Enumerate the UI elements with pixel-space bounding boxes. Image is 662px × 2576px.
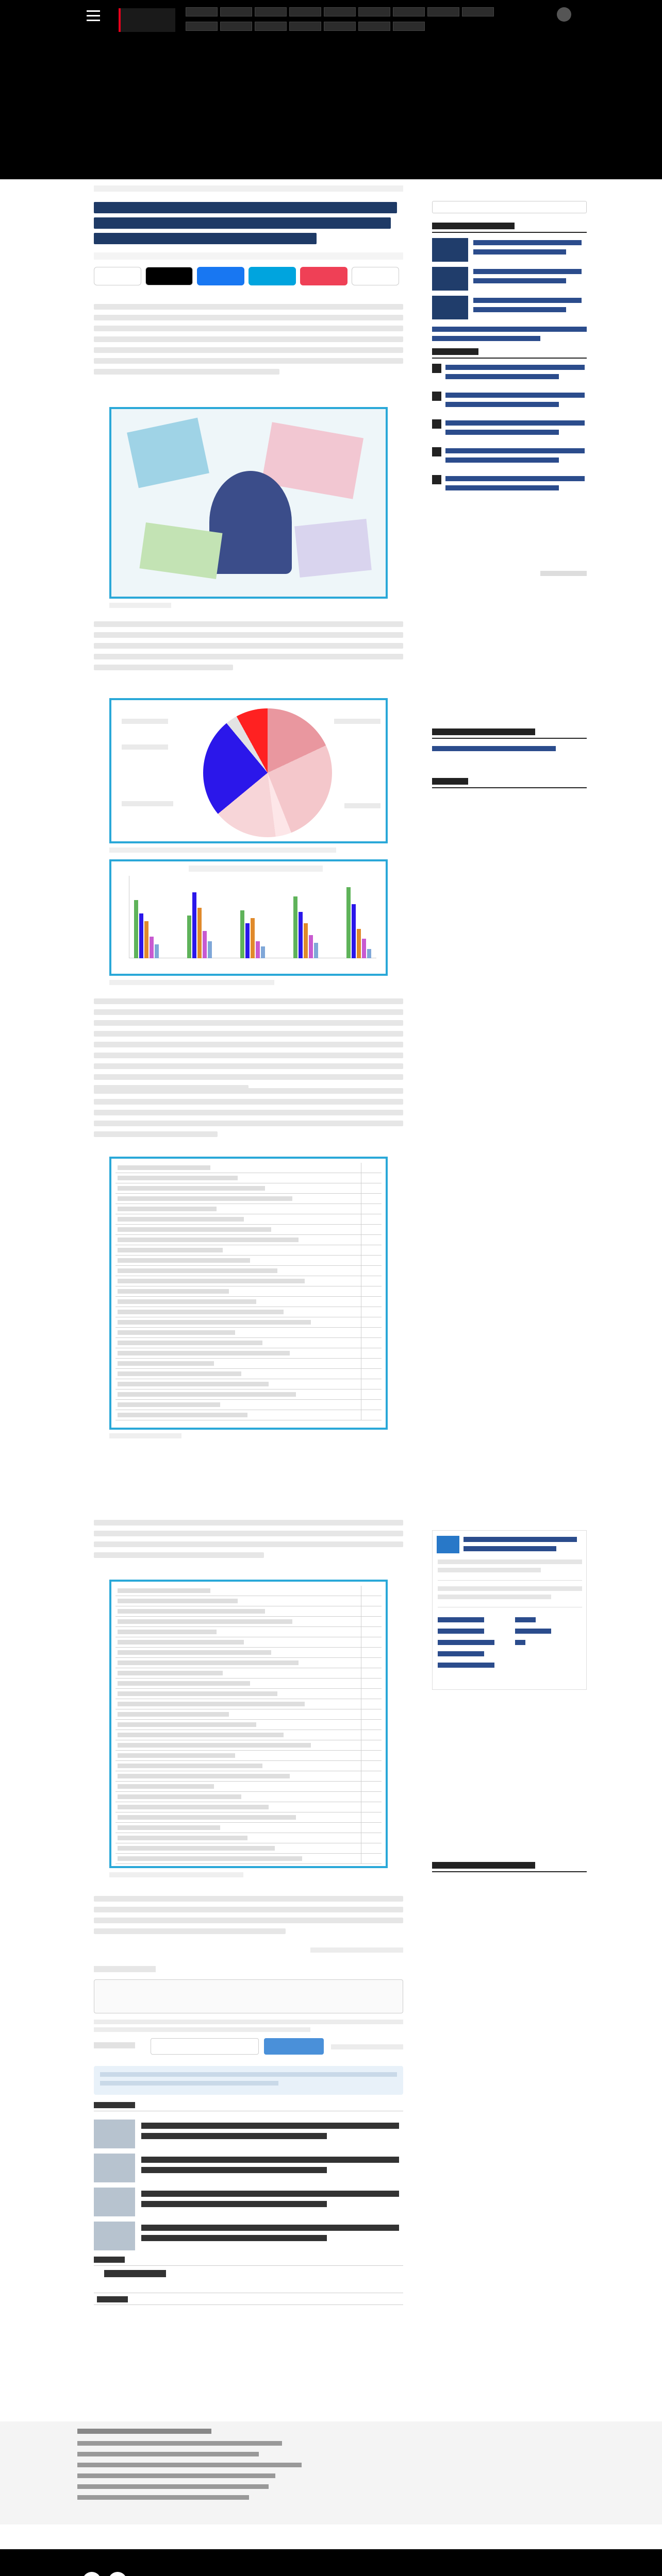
bar xyxy=(245,923,250,958)
comment-note xyxy=(94,2020,403,2034)
table-row xyxy=(115,1400,382,1410)
facebook-icon[interactable] xyxy=(108,2572,127,2576)
press-link[interactable] xyxy=(104,2270,166,2277)
ranking-item[interactable] xyxy=(432,475,587,500)
print-button[interactable] xyxy=(94,267,141,285)
mail-icon xyxy=(437,1536,459,1553)
bar xyxy=(155,944,159,958)
comment-input[interactable] xyxy=(94,1979,403,2013)
figure-caption xyxy=(109,980,274,985)
hamburger-menu-icon[interactable] xyxy=(87,10,100,22)
table-row xyxy=(115,1658,382,1668)
mail-heading xyxy=(464,1537,577,1542)
sidebar-item[interactable] xyxy=(432,267,587,293)
article xyxy=(94,180,403,2329)
table-row xyxy=(115,1802,382,1812)
pr-link[interactable] xyxy=(77,2495,249,2500)
nav-item[interactable] xyxy=(255,22,287,31)
share-facebook-button[interactable] xyxy=(197,267,244,285)
pie-label xyxy=(334,719,380,724)
bar xyxy=(261,946,265,958)
x-link[interactable] xyxy=(515,1640,525,1645)
related-item[interactable] xyxy=(94,2222,403,2252)
nav-item[interactable] xyxy=(427,7,459,16)
ad-banner[interactable] xyxy=(0,40,662,179)
table-row xyxy=(115,1256,382,1266)
chart-legend xyxy=(189,866,323,872)
pr-heading xyxy=(77,2429,211,2434)
chart-bars xyxy=(134,876,371,958)
x-icon[interactable] xyxy=(82,2572,101,2576)
nav-item[interactable] xyxy=(220,7,252,16)
nav-item[interactable] xyxy=(462,7,494,16)
nav-item[interactable] xyxy=(393,22,425,31)
sidebar-item[interactable] xyxy=(432,238,587,264)
pie-chart-slices xyxy=(203,708,332,837)
bar xyxy=(192,892,196,958)
ranking-item[interactable] xyxy=(432,447,587,472)
mail-option[interactable] xyxy=(438,1651,484,1656)
powered-by[interactable] xyxy=(331,2044,403,2049)
table-row xyxy=(115,1812,382,1823)
nav-item[interactable] xyxy=(186,22,218,31)
pie-chart xyxy=(109,698,388,843)
table-row xyxy=(115,1627,382,1637)
related-item[interactable] xyxy=(94,2120,403,2150)
table-caption xyxy=(109,1872,243,1877)
table-row xyxy=(115,1792,382,1802)
ranking-item[interactable] xyxy=(432,364,587,388)
table-row xyxy=(115,1751,382,1761)
copyright xyxy=(310,1947,403,1953)
pie-label xyxy=(344,803,380,808)
bar xyxy=(346,887,351,958)
table-row xyxy=(115,1823,382,1833)
bar-group xyxy=(240,910,265,958)
facebook-link[interactable] xyxy=(515,1629,551,1634)
table-row xyxy=(115,1730,382,1740)
table-row xyxy=(115,1359,382,1369)
table-caption xyxy=(109,1433,181,1438)
table-row xyxy=(115,1720,382,1730)
illustration-image xyxy=(109,407,388,599)
nav-item[interactable] xyxy=(358,7,390,16)
share-pocket-button[interactable] xyxy=(300,267,347,285)
pr-links-box xyxy=(0,2421,662,2524)
pr-link[interactable] xyxy=(77,2473,275,2478)
table-row xyxy=(115,1225,382,1235)
table-row xyxy=(115,1833,382,1843)
nav-item[interactable] xyxy=(289,22,321,31)
top-nav xyxy=(186,7,526,33)
table-row xyxy=(115,1637,382,1648)
bar xyxy=(251,918,255,958)
site-logo[interactable] xyxy=(119,8,175,32)
related-heading xyxy=(94,2102,403,2111)
page-title xyxy=(94,202,403,248)
table-row xyxy=(115,1782,382,1792)
nav-item[interactable] xyxy=(393,7,425,16)
table-row xyxy=(115,1266,382,1276)
bar xyxy=(309,935,313,958)
article-paragraph xyxy=(94,1520,403,1563)
data-table xyxy=(109,1157,388,1430)
nav-item[interactable] xyxy=(186,7,218,16)
bar xyxy=(197,908,202,958)
article-paragraph xyxy=(94,998,403,1096)
table-row xyxy=(115,1843,382,1854)
bar xyxy=(203,931,207,958)
mail-option[interactable] xyxy=(438,1640,494,1645)
special-heading[interactable] xyxy=(94,2293,403,2305)
table-row xyxy=(115,1771,382,1782)
article-paragraph xyxy=(94,1896,403,1939)
comments-heading xyxy=(94,1966,156,1972)
submit-comment-button[interactable] xyxy=(264,2038,324,2055)
nav-item[interactable] xyxy=(220,22,252,31)
bar xyxy=(362,939,366,958)
bar-chart xyxy=(109,859,388,976)
bar xyxy=(367,949,371,958)
table-row xyxy=(115,1214,382,1225)
table-row xyxy=(115,1586,382,1596)
bar xyxy=(144,921,148,958)
article-paragraph xyxy=(94,304,403,380)
table-row xyxy=(115,1740,382,1751)
bar xyxy=(150,937,154,958)
table-row xyxy=(115,1245,382,1256)
table-row xyxy=(115,1389,382,1400)
share-x-button[interactable] xyxy=(145,267,193,285)
login-icon[interactable] xyxy=(557,7,571,22)
bar-group xyxy=(293,896,318,958)
sidebar-item[interactable] xyxy=(432,296,587,321)
bar xyxy=(139,913,143,958)
pie-label xyxy=(122,744,168,750)
search-input[interactable] xyxy=(432,201,587,213)
nav-item[interactable] xyxy=(358,22,390,31)
table-row xyxy=(115,1328,382,1338)
pr-link[interactable] xyxy=(77,2484,269,2489)
figure-caption xyxy=(109,848,336,853)
pie-label xyxy=(122,719,168,724)
pr-link[interactable] xyxy=(77,2452,259,2456)
bar-group xyxy=(134,900,159,958)
table-row xyxy=(115,1596,382,1606)
pie-label xyxy=(122,801,173,806)
rss-link[interactable] xyxy=(515,1617,536,1622)
table-row xyxy=(115,1689,382,1699)
comment-form-row xyxy=(94,2038,403,2056)
nav-item[interactable] xyxy=(255,7,287,16)
table-row xyxy=(115,1338,382,1348)
press-heading xyxy=(94,2257,403,2266)
share-hatena-button[interactable] xyxy=(249,267,296,285)
sidebar-text-link[interactable] xyxy=(432,327,587,345)
nav-item[interactable] xyxy=(324,7,356,16)
mail-option[interactable] xyxy=(438,1663,494,1668)
bar xyxy=(256,941,260,958)
newsletter-box xyxy=(432,1530,587,1690)
table-row xyxy=(115,1369,382,1379)
bar xyxy=(357,929,361,958)
table-row xyxy=(115,1173,382,1183)
more-link[interactable] xyxy=(540,571,587,576)
related-item[interactable] xyxy=(94,2188,403,2218)
bar xyxy=(314,943,318,958)
ranking-item[interactable] xyxy=(432,419,587,444)
bar xyxy=(304,923,308,958)
bar xyxy=(293,896,297,958)
table-row xyxy=(115,1668,382,1679)
table-row xyxy=(115,1648,382,1658)
special-heading xyxy=(432,776,587,788)
table-row xyxy=(115,1204,382,1214)
table-row xyxy=(115,1854,382,1864)
notice-heading xyxy=(432,726,587,739)
bar xyxy=(240,910,244,958)
bar-group xyxy=(346,887,371,958)
sidebar xyxy=(432,201,587,2076)
bar xyxy=(187,916,191,958)
table-row xyxy=(115,1410,382,1420)
table-row xyxy=(115,1276,382,1286)
ranking-heading xyxy=(432,346,587,359)
name-input[interactable] xyxy=(151,2038,259,2055)
share-count-button[interactable] xyxy=(352,267,399,285)
bar xyxy=(134,900,138,958)
table-row xyxy=(115,1307,382,1317)
bar-group xyxy=(187,892,212,958)
table-row xyxy=(115,1183,382,1194)
table-row xyxy=(115,1606,382,1617)
figure-caption xyxy=(109,603,171,608)
mail-option[interactable] xyxy=(438,1629,484,1634)
share-bar xyxy=(94,267,399,287)
table-row xyxy=(115,1617,382,1627)
nav-item[interactable] xyxy=(324,22,356,31)
table-row xyxy=(115,1348,382,1359)
table-row xyxy=(115,1163,382,1173)
saas-heading xyxy=(432,221,587,233)
bar xyxy=(299,912,303,958)
article-paragraph xyxy=(94,1088,403,1142)
article-paragraph xyxy=(94,621,403,675)
mail-option[interactable] xyxy=(438,1617,484,1622)
table-row xyxy=(115,1317,382,1328)
article-meta xyxy=(94,252,403,260)
recommended-heading xyxy=(432,1860,587,1872)
table-row xyxy=(115,1709,382,1720)
table-row xyxy=(115,1297,382,1307)
comment-notice xyxy=(94,2066,403,2095)
bar xyxy=(208,941,212,958)
table-row xyxy=(115,1235,382,1245)
nav-item[interactable] xyxy=(289,7,321,16)
table-row xyxy=(115,1699,382,1709)
name-label xyxy=(94,2042,135,2048)
table-row xyxy=(115,1679,382,1689)
pr-link[interactable] xyxy=(77,2441,282,2446)
site-footer xyxy=(0,2549,662,2576)
related-item[interactable] xyxy=(94,2154,403,2184)
table-row xyxy=(115,1761,382,1771)
pr-link[interactable] xyxy=(77,2463,302,2467)
site-header xyxy=(0,0,662,40)
notice-link[interactable] xyxy=(432,746,587,755)
bar xyxy=(352,904,356,958)
table-row xyxy=(115,1194,382,1204)
table-row xyxy=(115,1286,382,1297)
ranking-item[interactable] xyxy=(432,392,587,416)
breadcrumb[interactable] xyxy=(94,185,403,192)
table-row xyxy=(115,1379,382,1389)
data-table xyxy=(109,1580,388,1868)
